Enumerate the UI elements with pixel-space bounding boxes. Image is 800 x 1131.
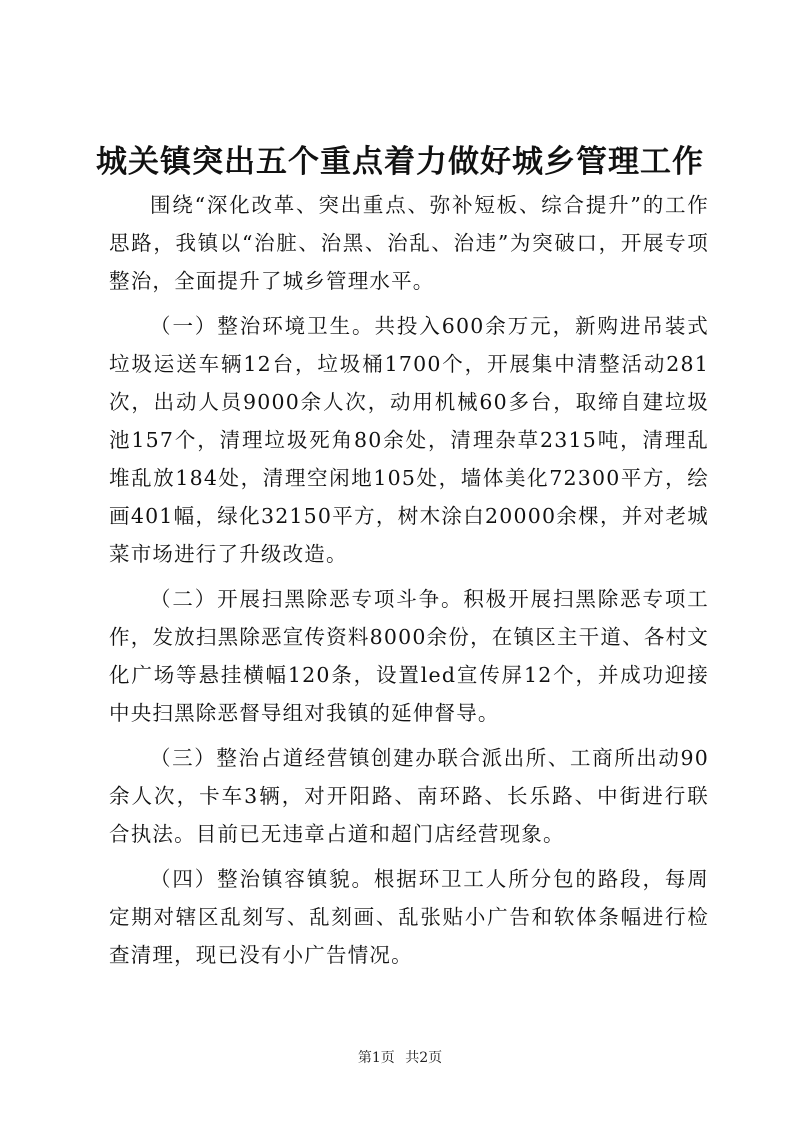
document-body	[109, 186, 709, 981]
paragraph-section-1: （一）整治环境卫生。共投入600余万元，新购进吊装式垃圾运送车辆12台，垃圾桶1700个，开展集中清整活动281次，出动人员9000余人次，动用机械60多台，取缔自建垃圾池157个，清理垃圾死角80余处，清理杂草2315吨，清理乱堆乱放184处，清理空闲地105处，墙体美化72300平方，绘画401幅，绿化32150平方，树木涂白20000余棵，并对老城菜市场进行了升级改造。	[109, 314, 709, 566]
page-total: 共2页	[405, 1050, 443, 1066]
paragraph-section-2: （二）开展扫黑除恶专项斗争。积极开展扫黑除恶专项工作，发放扫黑除恶宣传资料8000余份，在镇区主干道、各村文化广场等悬挂横幅120条，设置led宣传屏12个，并成功迎接中央扫黑除恶督导组对我镇的延伸督导。	[109, 587, 709, 725]
paragraph-section-3: （三）整治占道经营镇创建办联合派出所、工商所出动90余人次，卡车3辆，对开阳路、南环路、长乐路、中街进行联合执法。目前已无违章占道和超门店经营现象。	[109, 746, 709, 846]
page-footer	[0, 1048, 800, 1068]
document-title: 城关镇突出五个重点着力做好城乡管理工作	[96, 144, 704, 180]
paragraph-intro: 围绕“深化改革、突出重点、弥补短板、综合提升”的工作思路，我镇以“治脏、治黑、治乱、治违”为突破口，开展专项整治，全面提升了城乡管理水平。	[109, 193, 709, 293]
page-number: 第1页	[357, 1050, 395, 1066]
paragraph-section-4: （四）整治镇容镇貌。根据环卫工人所分包的路段，每周定期对辖区乱刻写、乱刻画、乱张贴小广告和软体条幅进行检查清理，现已没有小广告情况。	[109, 867, 709, 967]
